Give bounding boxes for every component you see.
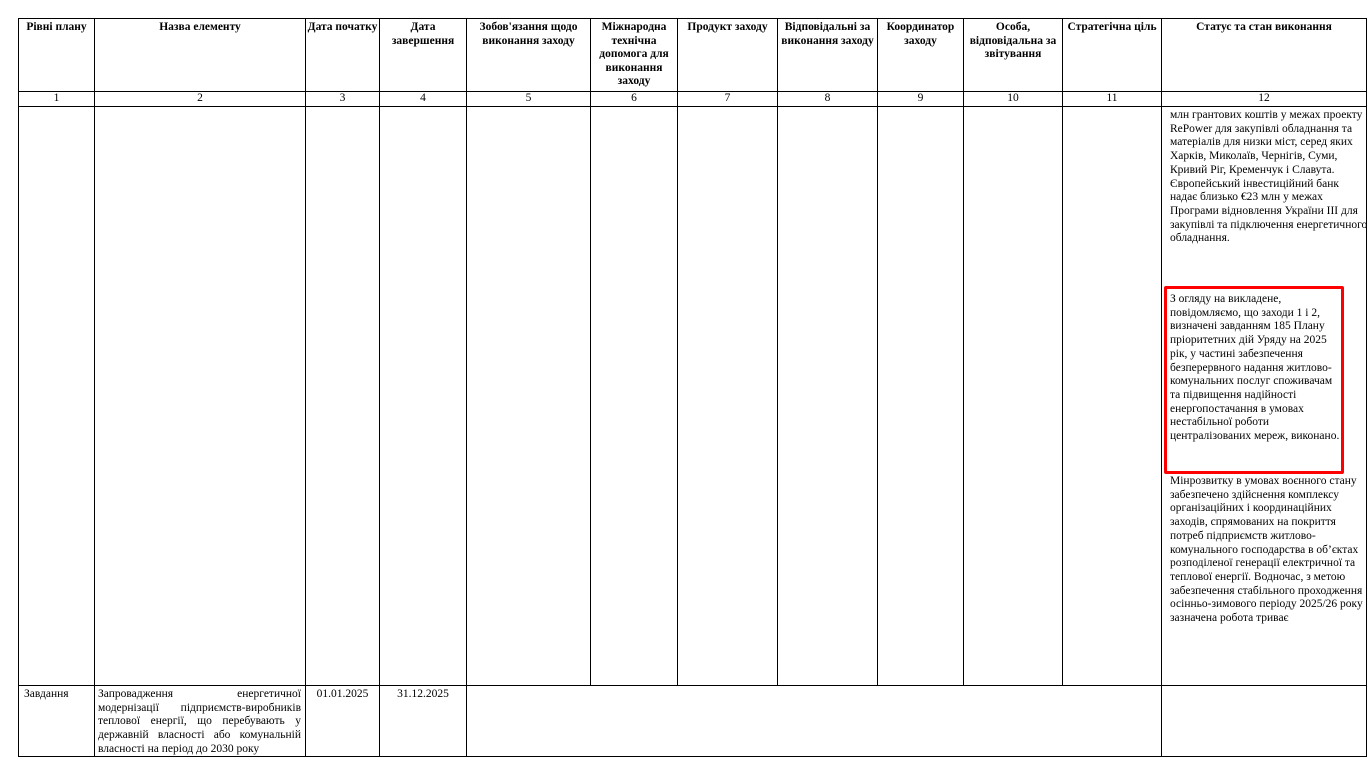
- column-border: [94, 18, 95, 757]
- column-border: [305, 18, 306, 757]
- status-continuation-text: Мінрозвитку в умовах воєнного стану забезпечено здійснення комплексу організаційних і координаційних заходів, спрямованих на покриття потреб підприємств житлово-комунального господарства в об’єктах розподіленої генерації електричної та теплової енергії. Водночас, з метою забезпечення стабільного проходження осінньо-зимового періоду 2025/26 року зазначена робота триває: [1170, 475, 1363, 625]
- column-border: [590, 18, 591, 757]
- column-border: [777, 18, 778, 757]
- column-number: 6: [631, 92, 637, 104]
- header-responsible: Відповідальні за виконання заходу: [781, 21, 874, 47]
- column-border: [1062, 18, 1063, 757]
- column-border: [1161, 18, 1162, 757]
- status-conclusion-text: З огляду на викладене, повідомляємо, що заходи 1 і 2, визначені завданням 185 Плану пріоритетних дій Уряду на 2025 рік, у частині забезпечення безперервного надання житлово-комунальних послуг споживачам та підвищення надійності енергопостачання в умовах нестабільної роботи централізованих мереж, виконано.: [1170, 293, 1340, 443]
- task-level: Завдання: [24, 688, 69, 700]
- column-border: [963, 18, 964, 757]
- column-border: [466, 18, 467, 757]
- task-end-date: 31.12.2025: [397, 688, 449, 700]
- header-technical-assistance: Міжнародна технічна допомога для виконання заходу: [599, 21, 669, 87]
- column-number: 9: [917, 92, 924, 104]
- task-name: Запровадження енергетичної модернізації підприємств-виробників теплової енергії, що перебувають у державній власності або комунальній власності на період до 2030 року: [98, 688, 301, 755]
- column-number: 2: [197, 92, 203, 104]
- column-border: [18, 18, 19, 757]
- header-plan-levels: Рівні плану: [26, 21, 87, 33]
- number-row-bottom-border: [18, 106, 1367, 107]
- header-reporting-person: Особа, відповідальна за звітування: [969, 21, 1057, 60]
- header-start-date: Дата початку: [307, 21, 378, 33]
- table-top-border: [18, 18, 1367, 19]
- highlight-box: [1164, 286, 1344, 474]
- header-end-date: Дата завершення: [391, 21, 455, 47]
- header-status: Статус та стан виконання: [1196, 21, 1332, 33]
- column-number: 7: [724, 92, 731, 104]
- column-number: 1: [53, 92, 60, 104]
- column-number: 8: [824, 92, 831, 104]
- header-product: Продукт заходу: [687, 21, 768, 33]
- column-border: [877, 18, 878, 757]
- column-number: 12: [1258, 92, 1270, 104]
- column-number: 3: [339, 92, 346, 104]
- header-strategic-goal: Стратегічна ціль: [1067, 21, 1157, 33]
- column-border: [379, 18, 380, 757]
- column-number: 11: [1106, 92, 1118, 104]
- status-text-fragment: млн грантових коштів у межах проекту RePower для закупівлі обладнання та матеріалів для низки міст, серед яких Харків, Миколаїв, Чернігів, Суми, Кривий Ріг, Кременчук і Славута. Європейський інвестиційний банк надає близько €23 млн у межах Програми відновлення України ІІІ для закупівлі та підключення енергетичного обладнання.: [1170, 109, 1368, 245]
- column-border: [677, 18, 678, 757]
- header-commitment: Зобов'язання щодо виконання заходу: [479, 21, 578, 47]
- header-element-name: Назва елементу: [159, 21, 241, 33]
- column-number: 10: [1007, 92, 1019, 104]
- task-start-date: 01.01.2025: [316, 688, 369, 700]
- column-number: 4: [420, 92, 426, 104]
- merged-cell-mask: [468, 686, 1160, 756]
- header-coordinator: Координатор заходу: [886, 21, 955, 47]
- column-number: 5: [525, 92, 532, 104]
